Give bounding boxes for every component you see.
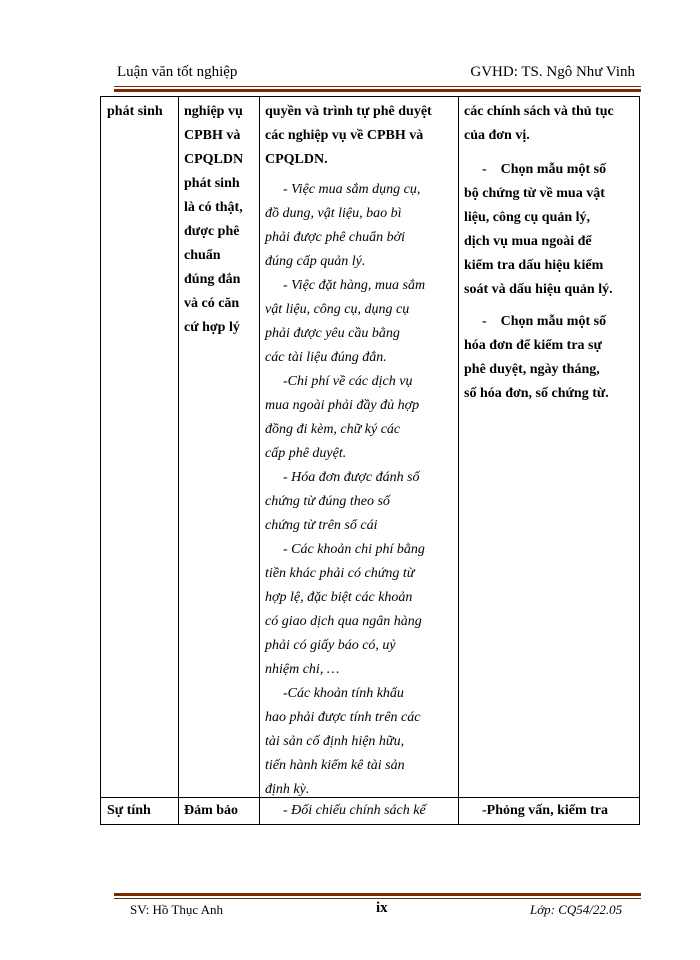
text-line: -Chi phí về các dịch vụ (283, 374, 413, 389)
text-line: CPQLDN. (265, 152, 328, 167)
text-line: phát sinh (184, 176, 240, 191)
text-line: các chính sách và thủ tục (464, 104, 614, 119)
header-rule-thick (114, 89, 641, 92)
text-line: CPQLDN (184, 152, 244, 167)
footer-rule-thin (114, 898, 641, 899)
text-line: là có thật, (184, 200, 243, 215)
text-line: của đơn vị. (464, 128, 530, 143)
text-line: đồng đi kèm, chữ ký các (265, 422, 401, 437)
control-item (265, 274, 453, 370)
text-line: số hóa đơn, số chứng từ. (464, 386, 609, 401)
row1-col1: phát sinh (107, 104, 163, 119)
text-line: đúng cấp quản lý. (265, 254, 366, 269)
footer-page-number: ix (376, 900, 388, 916)
audit-table (100, 96, 640, 825)
control-item (265, 466, 453, 538)
text-line: - Hóa đơn được đánh số (283, 470, 420, 485)
text-line: được phê (184, 224, 240, 239)
text-line: nghiệp vụ (184, 104, 243, 119)
text-line: vật liệu, công cụ, dụng cụ (265, 302, 410, 317)
table-border (178, 96, 179, 825)
text-line: và có căn (184, 296, 240, 311)
control-item (265, 178, 453, 274)
text-line: phải có giấy báo có, uỷ (265, 638, 396, 653)
text-line: cứ hợp lý (184, 320, 240, 335)
text-line: - Chọn mẫu một số (482, 162, 607, 177)
header-rule-thin (114, 86, 641, 87)
text-line: phê duyệt, ngày tháng, (464, 362, 600, 377)
text-line: nhiệm chi, … (265, 662, 340, 677)
text-line: - Việc đặt hàng, mua sắm (283, 278, 426, 293)
text-line: hao phải được tính trên các (265, 710, 421, 725)
text-line: phải được phê chuẩn bởi (265, 230, 405, 245)
row2-col3: - Đối chiếu chính sách kế (283, 803, 426, 818)
text-line: phải được yêu cầu bằng (265, 326, 400, 341)
text-line: - Các khoản chi phí bằng (283, 542, 425, 557)
control-item (265, 370, 453, 466)
col3-intro (265, 100, 453, 172)
text-line: chứng từ trên sổ cái (265, 518, 378, 533)
text-line: - Chọn mẫu một số (482, 314, 607, 329)
text-line: -Các khoản tính khấu (283, 686, 404, 701)
row1-col4 (464, 100, 636, 406)
text-line: mua ngoài phải đầy đủ hợp (265, 398, 420, 413)
text-line: bộ chứng từ về mua vật (464, 186, 605, 201)
table-border (100, 824, 640, 825)
row2-col4: -Phỏng vấn, kiểm tra (482, 803, 608, 818)
table-border (458, 96, 459, 825)
text-line: có giao dịch qua ngân hàng (265, 614, 422, 629)
text-line: chứng từ đúng theo số (265, 494, 390, 509)
text-line: đồ dung, vật liệu, bao bì (265, 206, 402, 221)
table-border (100, 96, 101, 825)
text-line: định kỳ. (265, 782, 310, 797)
control-item (265, 538, 453, 682)
row1-col3 (265, 100, 453, 802)
header-advisor: GVHD: TS. Ngô Như Vinh (470, 64, 635, 80)
text-line: cấp phê duyệt. (265, 446, 347, 461)
col4-intro (464, 100, 636, 148)
table-border (100, 96, 640, 97)
text-line: quyền và trình tự phê duyệt (265, 104, 432, 119)
text-line: các tài liệu đúng đắn. (265, 350, 387, 365)
table-border (639, 96, 640, 825)
text-line: CPBH và (184, 128, 241, 143)
row1-col2 (184, 100, 254, 340)
text-line: hóa đơn để kiểm tra sự (464, 338, 602, 353)
table-border (259, 96, 260, 825)
text-line: tiền khác phải có chứng từ (265, 566, 415, 581)
text-line: liệu, công cụ quản lý, (464, 210, 591, 225)
control-item (265, 682, 453, 802)
procedure-item (464, 158, 636, 302)
row2-col2: Đảm bảo (184, 803, 239, 818)
text-line: tài sản cố định hiện hữu, (265, 734, 405, 749)
text-line: tiến hành kiểm kê tài sản (265, 758, 405, 773)
text-line: chuẩn (184, 248, 221, 263)
page-header (117, 64, 635, 81)
procedure-item (464, 310, 636, 406)
text-line: đúng đắn (184, 272, 241, 287)
text-line: soát và dấu hiệu quản lý. (464, 282, 613, 297)
text-line: hợp lệ, đặc biệt các khoản (265, 590, 413, 605)
text-line: dịch vụ mua ngoài để (464, 234, 592, 249)
header-thesis-title: Luận văn tốt nghiệp (117, 64, 238, 80)
text-line: kiểm tra dấu hiệu kiểm (464, 258, 604, 273)
footer-class: Lớp: CQ54/22.05 (530, 902, 623, 917)
row2-col1: Sự tính (107, 803, 151, 818)
footer-student: SV: Hồ Thục Anh (130, 902, 224, 917)
text-line: các nghiệp vụ về CPBH và (265, 128, 424, 143)
text-line: - Việc mua sắm dụng cụ, (283, 182, 421, 197)
footer-rule-thick (114, 893, 641, 896)
